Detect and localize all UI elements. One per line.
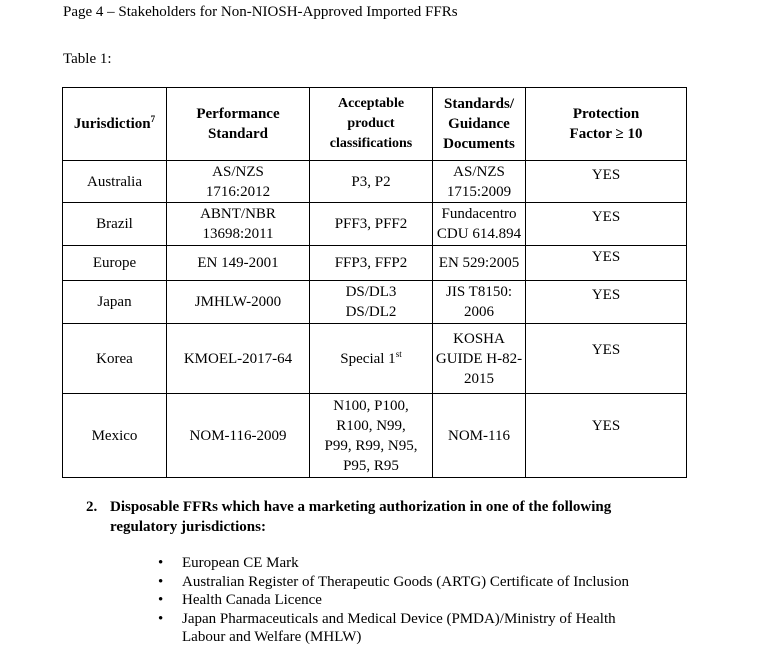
cell-classifications: DS/DL3 DS/DL2: [310, 281, 433, 324]
header-protection-factor: Protection Factor ≥ 10: [526, 88, 687, 161]
section-heading-line1: Disposable FFRs which have a marketing authorization in one of the following: [110, 499, 612, 515]
cell-classifications: Special 1st: [310, 324, 433, 394]
cell-protection: YES: [526, 161, 687, 203]
stakeholder-table: [62, 87, 687, 478]
cell-classifications: PFF3, PFF2: [310, 203, 433, 246]
cell-jurisdiction: Europe: [63, 246, 167, 281]
cell-classifications: P3, P2: [310, 161, 433, 203]
cell-jurisdiction: Australia: [63, 161, 167, 203]
header-standards-documents: Standards/ Guidance Documents: [433, 88, 526, 161]
table-row: [63, 324, 687, 394]
cell-documents: EN 529:2005: [433, 246, 526, 281]
bullet-icon: •: [158, 555, 164, 571]
cell-documents: JIS T8150: 2006: [433, 281, 526, 324]
list-item: • Australian Register of Therapeutic Goods (ARTG) Certificate of Inclusion: [158, 573, 630, 590]
bullet-icon: •: [158, 573, 164, 590]
header-performance-standard: Performance Standard: [167, 88, 310, 161]
cell-protection: YES: [526, 394, 687, 478]
cell-jurisdiction: Mexico: [63, 394, 167, 478]
cell-standard: KMOEL-2017-64: [167, 324, 310, 394]
section-heading-line2: regulatory jurisdictions:: [110, 519, 266, 535]
cell-jurisdiction: Japan: [63, 281, 167, 324]
bullet-icon: •: [158, 610, 164, 627]
cell-protection: YES: [526, 281, 687, 324]
table-row: [63, 246, 687, 281]
table-header-row: [63, 88, 687, 161]
cell-documents: AS/NZS 1715:2009: [433, 161, 526, 203]
bullet-icon: •: [158, 592, 164, 608]
cell-standard: JMHLW-2000: [167, 281, 310, 324]
cell-protection: YES: [526, 203, 687, 246]
cell-standard: EN 149-2001: [167, 246, 310, 281]
table-caption: Table 1:: [63, 51, 112, 67]
list-item: • European CE Mark: [158, 555, 299, 571]
header-acceptable-classifications: Acceptable product classifications: [310, 88, 433, 161]
cell-documents: KOSHA GUIDE H-82- 2015: [433, 324, 526, 394]
cell-classifications: N100, P100, R100, N99, P99, R99, N95, P95, R95: [310, 394, 433, 478]
cell-documents: NOM-116: [433, 394, 526, 478]
authorization-list: [158, 554, 629, 647]
table-row: [63, 203, 687, 246]
cell-classifications: FFP3, FFP2: [310, 246, 433, 281]
cell-standard: ABNT/NBR 13698:2011: [167, 203, 310, 246]
table-row: [63, 161, 687, 203]
cell-standard: NOM-116-2009: [167, 394, 310, 478]
list-item: • Health Canada Licence: [158, 592, 322, 608]
cell-jurisdiction: Brazil: [63, 203, 167, 246]
list-item: • Japan Pharmaceuticals and Medical Device (PMDA)/Ministry of Health: [158, 610, 616, 627]
page-title: Page 4 – Stakeholders for Non-NIOSH-Approved Imported FFRs: [63, 4, 458, 20]
cell-protection: YES: [526, 246, 687, 281]
cell-documents: Fundacentro CDU 614.894: [433, 203, 526, 246]
table-row: [63, 394, 687, 478]
section-number: 2.: [86, 499, 98, 515]
table-row: [63, 281, 687, 324]
header-jurisdiction: Jurisdiction$^7$: [63, 88, 167, 161]
list-item-continuation: Labour and Welfare (MHLW): [182, 629, 362, 645]
cell-protection: YES: [526, 324, 687, 394]
section-2: [86, 497, 611, 537]
cell-jurisdiction: Korea: [63, 324, 167, 394]
cell-standard: AS/NZS 1716:2012: [167, 161, 310, 203]
